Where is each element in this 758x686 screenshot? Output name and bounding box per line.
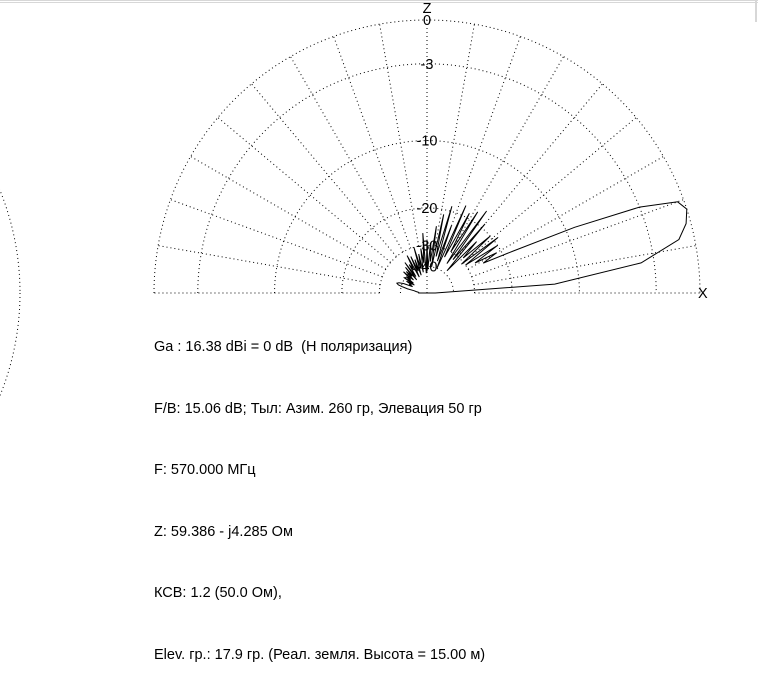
grid-spoke-120 <box>291 57 404 252</box>
frequency-line: F: 570.000 МГц <box>154 462 256 478</box>
swr-line: КСВ: 1.2 (50.0 Ом), <box>154 585 282 601</box>
grid-spoke-160 <box>170 200 382 277</box>
grid-spoke-60 <box>451 57 564 252</box>
elevation-line: Elev. гр.: 17.9 гр. (Реал. земля. Высота = 15.00 м) <box>154 646 486 663</box>
grid-spoke-80 <box>435 24 474 246</box>
grid-spoke-150 <box>191 157 386 270</box>
adjacent-plot-arcs <box>0 20 20 548</box>
radial-tick-label: -30 <box>416 238 438 255</box>
adjacent-plot-outer-arc <box>0 20 20 548</box>
x-axis-label: X <box>698 286 708 302</box>
grid-spoke-20 <box>472 200 684 277</box>
radial-tick-label: -40 <box>416 259 438 276</box>
grid-spoke-10 <box>474 246 696 285</box>
grid-spoke-130 <box>252 84 397 257</box>
grid-spoke-140 <box>218 118 391 263</box>
radial-tick-label: 0 <box>422 13 432 29</box>
grid-spoke-40 <box>463 118 636 263</box>
impedance-line: Z: 59.386 - j4.285 Ом <box>154 523 293 540</box>
radial-tick-label: -3 <box>420 56 434 73</box>
z-axis-label: Z <box>422 1 432 17</box>
antenna-readout <box>154 296 485 686</box>
grid-spoke-30 <box>468 157 663 270</box>
grid-spoke-110 <box>334 36 411 248</box>
radial-tick-label: -20 <box>416 200 438 217</box>
gain-line: Ga : 16.38 dBi = 0 dB (H поляризация) <box>154 339 413 355</box>
grid-spoke-100 <box>380 24 419 246</box>
front-back-line: F/B: 15.06 dB; Тыл: Азим. 260 гр, Элевация 50 гр <box>154 400 482 417</box>
radial-tick-label: -10 <box>416 133 438 150</box>
